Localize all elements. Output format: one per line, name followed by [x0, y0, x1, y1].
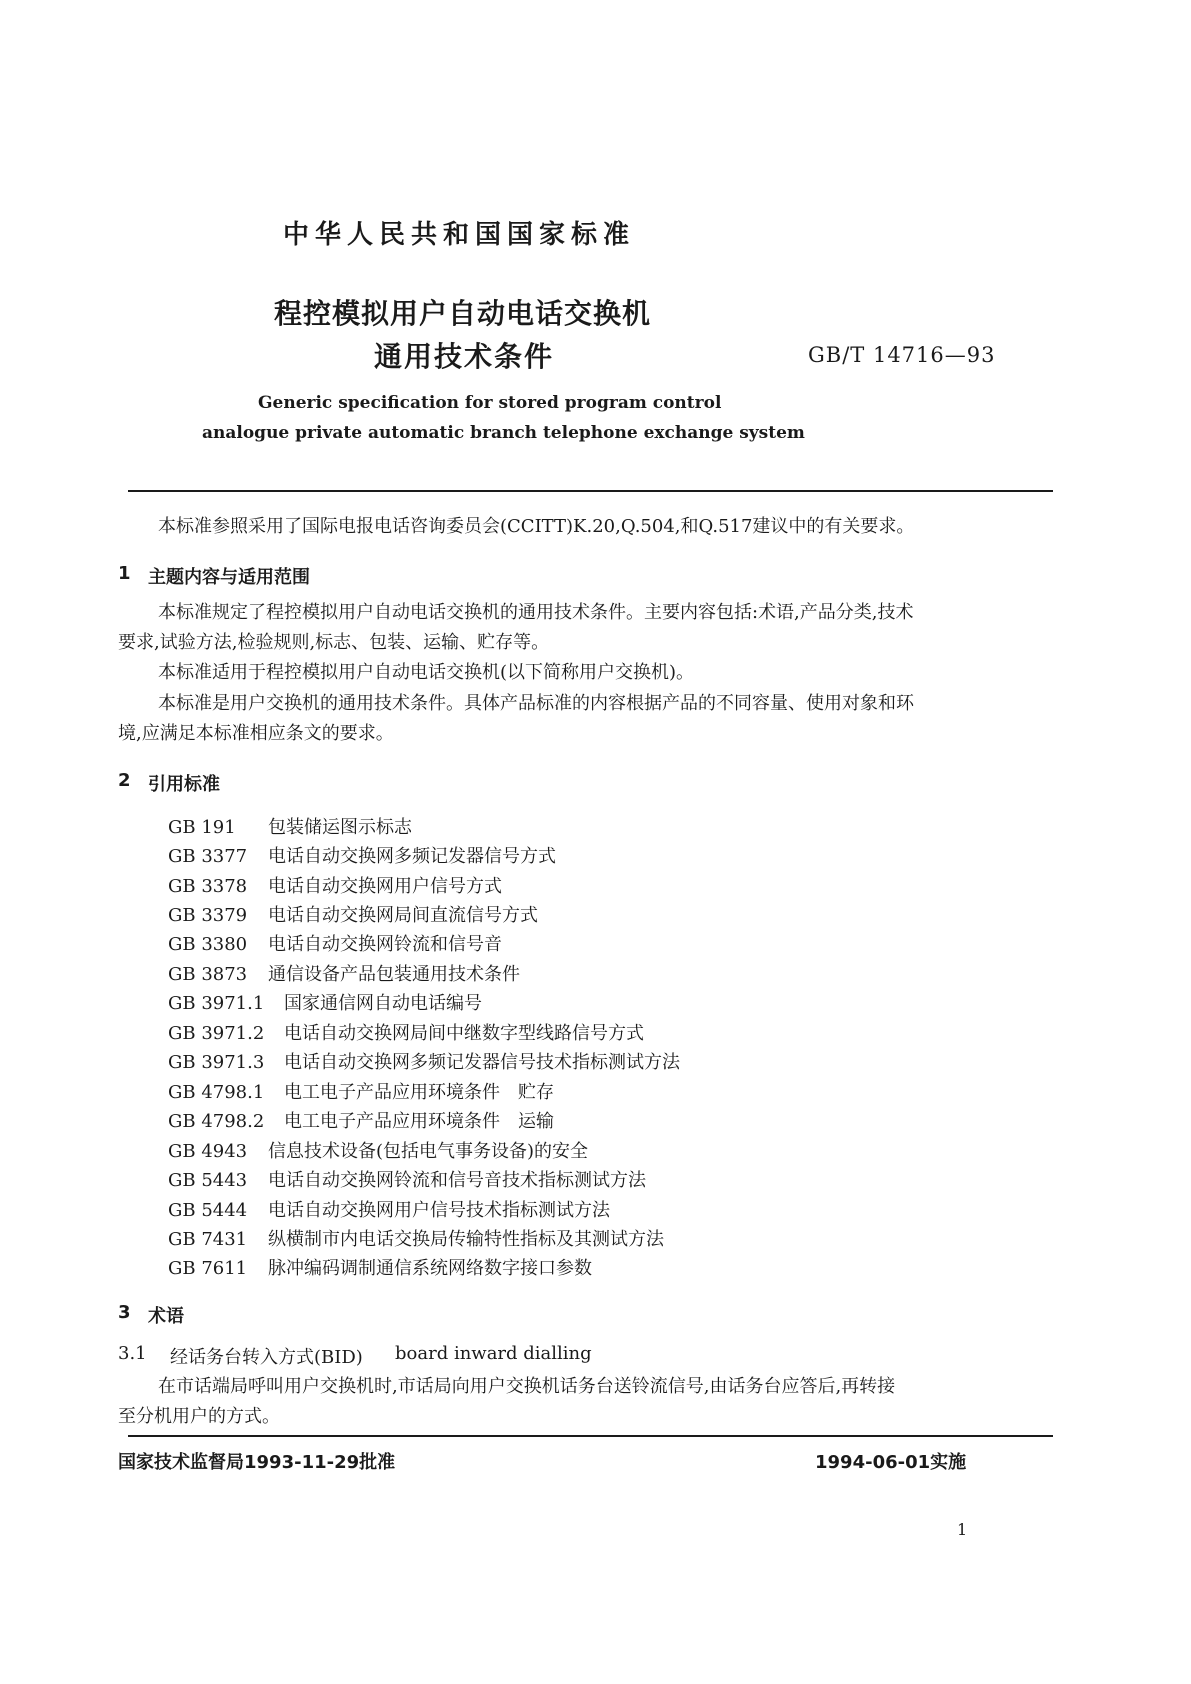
subsection-3-1-term: 经话务台转入方式(BID) [170, 1347, 363, 1368]
reference-code: GB 7611 [168, 1258, 248, 1279]
reference-item [168, 1137, 588, 1163]
reference-code: GB 3380 [168, 934, 248, 955]
reference-code: GB 3379 [168, 905, 248, 926]
reference-item [168, 1196, 610, 1222]
section-1-number: 1 [118, 563, 131, 584]
intro-paragraph: 本标准参照采用了国际电报电话咨询委员会(CCITT)K.20,Q.504,和Q.517建议中的有关要求。 [158, 516, 915, 537]
reference-item [168, 1019, 644, 1045]
reference-title: 电话自动交换网铃流和信号音技术指标测试方法 [268, 1170, 646, 1191]
subsection-3-1-definition-line1: 在市话端局呼叫用户交换机时,市话局向用户交换机话务台送铃流信号,由话务台应答后,再转接 [158, 1376, 896, 1397]
reference-item [168, 1107, 554, 1133]
reference-code: GB 3377 [168, 846, 248, 867]
reference-title: 电话自动交换网用户信号技术指标测试方法 [268, 1200, 610, 1221]
reference-code: GB 3971.1 [168, 993, 265, 1014]
subsection-3-1-definition-line2: 至分机用户的方式。 [118, 1406, 280, 1427]
reference-title: 电话自动交换网铃流和信号音 [268, 934, 502, 955]
document-title-line2: 通用技术条件 [374, 340, 555, 373]
reference-item [168, 960, 520, 986]
reference-item [168, 930, 502, 956]
reference-item [168, 1225, 664, 1251]
reference-item [168, 1254, 592, 1280]
issuing-organization: 中华人民共和国国家标准 [283, 220, 636, 250]
reference-code: GB 5444 [168, 1200, 248, 1221]
footer-divider [128, 1435, 1053, 1437]
reference-title: 国家通信网自动电话编号 [284, 993, 482, 1014]
reference-code: GB 7431 [168, 1229, 248, 1250]
section-3-number: 3 [118, 1302, 131, 1323]
effective-date: 1994-06-01实施 [815, 1452, 967, 1473]
subsection-3-1-number: 3.1 [118, 1343, 147, 1364]
reference-title: 电话自动交换网局间中继数字型线路信号方式 [284, 1023, 644, 1044]
reference-code: GB 191 [168, 817, 236, 838]
reference-item [168, 813, 412, 839]
reference-title: 电话自动交换网多频记发器信号技术指标测试方法 [284, 1052, 680, 1073]
reference-title: 电话自动交换网用户信号方式 [268, 876, 502, 897]
section-1-paragraph-1-line2: 要求,试验方法,检验规则,标志、包装、运输、贮存等。 [118, 632, 550, 653]
reference-code: GB 3971.3 [168, 1052, 265, 1073]
reference-item [168, 872, 502, 898]
reference-title: 脉冲编码调制通信系统网络数字接口参数 [268, 1258, 592, 1279]
page-number: 1 [957, 1520, 968, 1539]
reference-item [168, 842, 556, 868]
reference-code: GB 3873 [168, 964, 248, 985]
approval-date: 国家技术监督局1993-11-29批准 [118, 1452, 396, 1473]
section-1-paragraph-2: 本标准适用于程控模拟用户自动电话交换机(以下简称用户交换机)。 [158, 662, 695, 683]
reference-title: 电工电子产品应用环境条件 运输 [284, 1111, 554, 1132]
reference-title: 包装储运图示标志 [268, 817, 412, 838]
reference-item [168, 1048, 680, 1074]
subsection-3-1-term-en: board inward dialling [395, 1343, 592, 1364]
reference-title: 电话自动交换网局间直流信号方式 [268, 905, 538, 926]
section-3-heading: 术语 [148, 1306, 184, 1327]
reference-code: GB 5443 [168, 1170, 248, 1191]
section-1-paragraph-1-line1: 本标准规定了程控模拟用户自动电话交换机的通用技术条件。主要内容包括:术语,产品分类,技术 [158, 602, 914, 623]
reference-title: 电工电子产品应用环境条件 贮存 [284, 1082, 554, 1103]
document-title-line1: 程控模拟用户自动电话交换机 [274, 297, 652, 330]
reference-item [168, 1078, 554, 1104]
reference-item [168, 989, 482, 1015]
reference-title: 通信设备产品包装通用技术条件 [268, 964, 520, 985]
section-2-number: 2 [118, 770, 131, 791]
reference-code: GB 4943 [168, 1141, 248, 1162]
reference-code: GB 3378 [168, 876, 248, 897]
english-title-line2: analogue private automatic branch telephone exchange system [202, 423, 805, 443]
reference-item [168, 901, 538, 927]
section-1-paragraph-3-line1: 本标准是用户交换机的通用技术条件。具体产品标准的内容根据产品的不同容量、使用对象和环 [158, 693, 914, 714]
reference-code: GB 4798.1 [168, 1082, 265, 1103]
reference-item [168, 1166, 646, 1192]
english-title-line1: Generic specification for stored program control [258, 393, 722, 413]
standard-code: GB/T 14716—93 [808, 343, 996, 367]
section-1-heading: 主题内容与适用范围 [148, 567, 310, 588]
reference-title: 信息技术设备(包括电气事务设备)的安全 [268, 1141, 589, 1162]
section-2-heading: 引用标准 [148, 774, 220, 795]
reference-code: GB 3971.2 [168, 1023, 265, 1044]
section-1-paragraph-3-line2: 境,应满足本标准相应条文的要求。 [118, 723, 394, 744]
reference-title: 电话自动交换网多频记发器信号方式 [268, 846, 556, 867]
header-divider [128, 490, 1053, 492]
reference-title: 纵横制市内电话交换局传输特性指标及其测试方法 [268, 1229, 664, 1250]
reference-code: GB 4798.2 [168, 1111, 265, 1132]
